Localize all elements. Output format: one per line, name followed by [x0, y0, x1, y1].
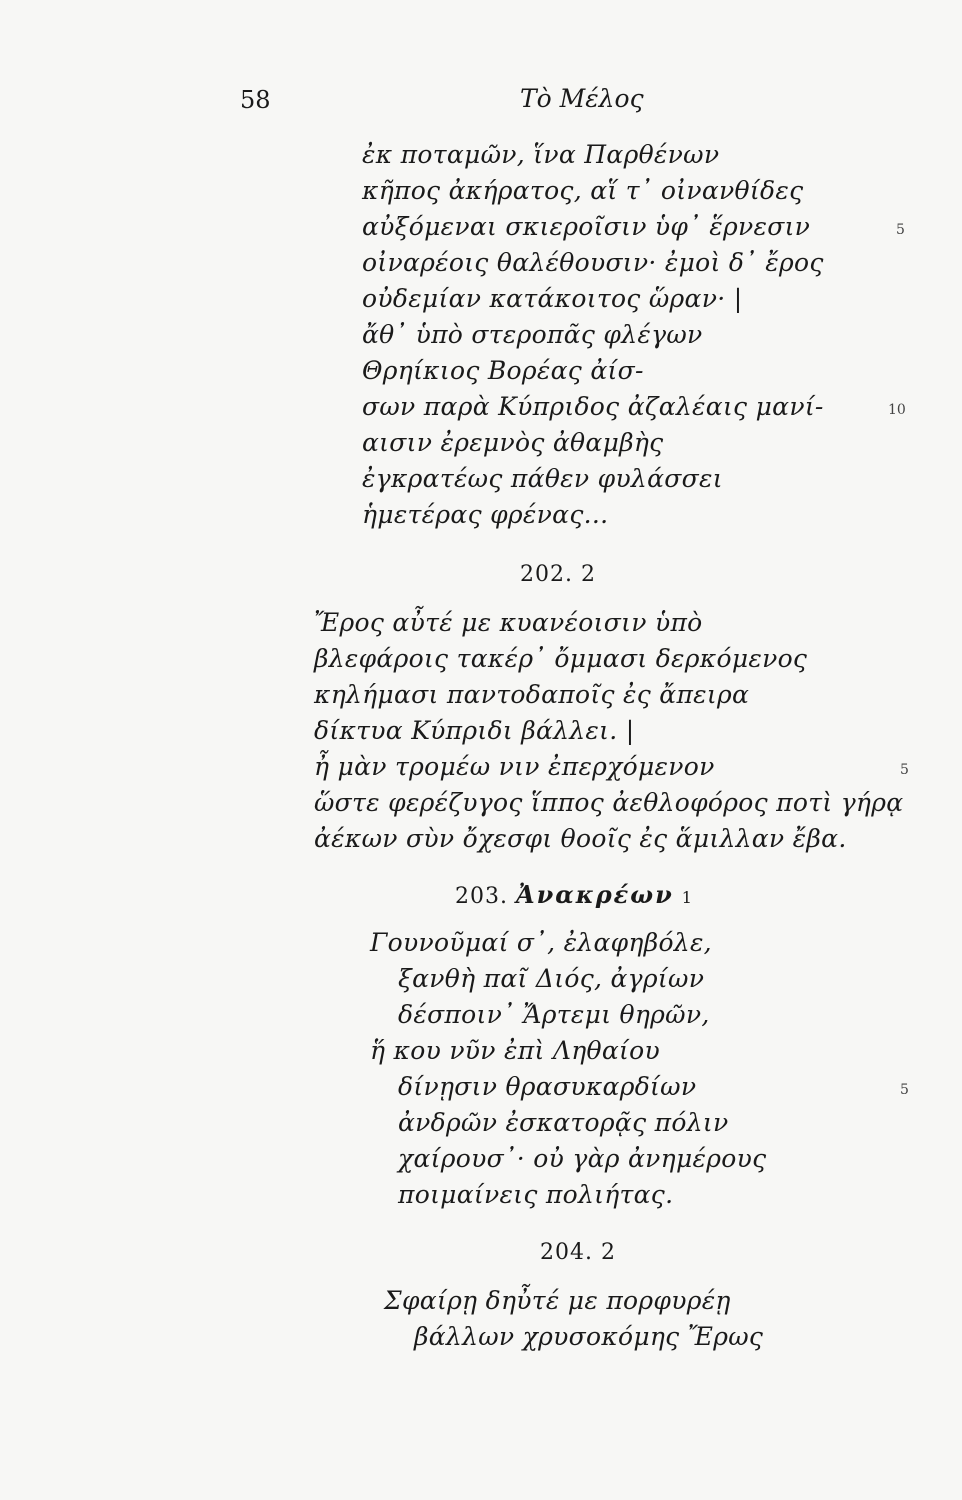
poem-line: ξανθὴ παῖ Διός, ἀγρίων — [398, 964, 705, 993]
line-number: 5 — [896, 222, 905, 238]
poem-line: ἄθ᾽ ὑπὸ στεροπᾶς φλέγων — [362, 320, 703, 349]
poem-line: δίνῃσιν θρασυκαρδίων — [398, 1072, 697, 1101]
line-number: 5 — [900, 762, 909, 778]
poem-line: οἰναρέοις θαλέθουσιν· ἐμοὶ δ᾽ ἔρος — [362, 248, 824, 277]
poem-heading: 204. 2 — [540, 1240, 616, 1265]
poem-number: 203. — [455, 884, 508, 909]
running-title: Τὸ Μέλος — [520, 84, 644, 113]
poem-line: αισιν ἐρεμνὸς ἀθαμβὴς — [362, 428, 664, 457]
poem-line: δίκτυα Κύπριδι βάλλει. | — [314, 716, 635, 745]
poem-line: κηλήμασι παντοδαποῖς ἐς ἄπειρα — [314, 680, 750, 709]
poem-line: χαίρουσ᾽· οὐ γὰρ ἀνημέρους — [398, 1144, 767, 1173]
footnote-marker: 1 — [681, 888, 693, 907]
poem-line: κῆπος ἀκήρατος, αἵ τ᾽ οἰνανθίδες — [362, 176, 804, 205]
poem-line: ἐγκρατέως πάθεν φυλάσσει — [362, 464, 723, 493]
poem-line: ποιμαίνεις πολιήτας. — [398, 1180, 674, 1209]
poem-line: ἥ κου νῦν ἐπὶ Ληθαίου — [370, 1036, 660, 1065]
poem-line: Σφαίρῃ δηὖτέ με πορφυρέῃ — [384, 1286, 731, 1315]
poem-line: δέσποιν᾽ Ἄρτεμι θηρῶν, — [398, 1000, 710, 1029]
poem-line: ὥστε φερέζυγος ἵππος ἀεθλοφόρος ποτὶ γήρᾳ — [314, 788, 904, 817]
poem-heading — [455, 880, 693, 909]
poem-line: βάλλων χρυσοκόμης Ἔρως — [414, 1322, 764, 1351]
poem-line: ἦ μὰν τρομέω νιν ἐπερχόμενον — [314, 752, 715, 781]
page-number: 58 — [240, 86, 271, 114]
poem-line: ἡμετέρας φρένας... — [362, 500, 609, 529]
author-name: Ἀνακρέων — [515, 880, 674, 909]
poem-heading: 202. 2 — [520, 562, 596, 587]
line-number: 5 — [900, 1082, 909, 1098]
poem-line: βλεφάροις τακέρ᾽ ὄμμασι δερκόμενος — [314, 644, 808, 673]
poem-line: ἀνδρῶν ἐσκατορᾷς πόλιν — [398, 1108, 729, 1137]
poem-line: ἐκ ποταμῶν, ἵνα Παρθένων — [362, 140, 720, 169]
poem-line: ἀέκων σὺν ὄχεσφι θοοῖς ἐς ἅμιλλαν ἔβα. — [314, 824, 847, 853]
line-number: 10 — [888, 402, 906, 418]
poem-line: Γουνοῦμαί σ᾽, ἐλαφηβόλε, — [370, 928, 712, 957]
poem-line: οὐδεμίαν κατάκοιτος ὥραν· | — [362, 284, 743, 313]
poem-line: σων παρὰ Κύπριδος ἀζαλέαις μανί- — [362, 392, 824, 421]
poem-line: Ἔρος αὖτέ με κυανέοισιν ὑπὸ — [314, 608, 703, 637]
poem-line: Θρηίκιος Βορέας ἀίσ- — [362, 356, 644, 385]
poem-line: αὐξόμεναι σκιεροῖσιν ὑφ᾽ ἕρνεσιν — [362, 212, 811, 241]
